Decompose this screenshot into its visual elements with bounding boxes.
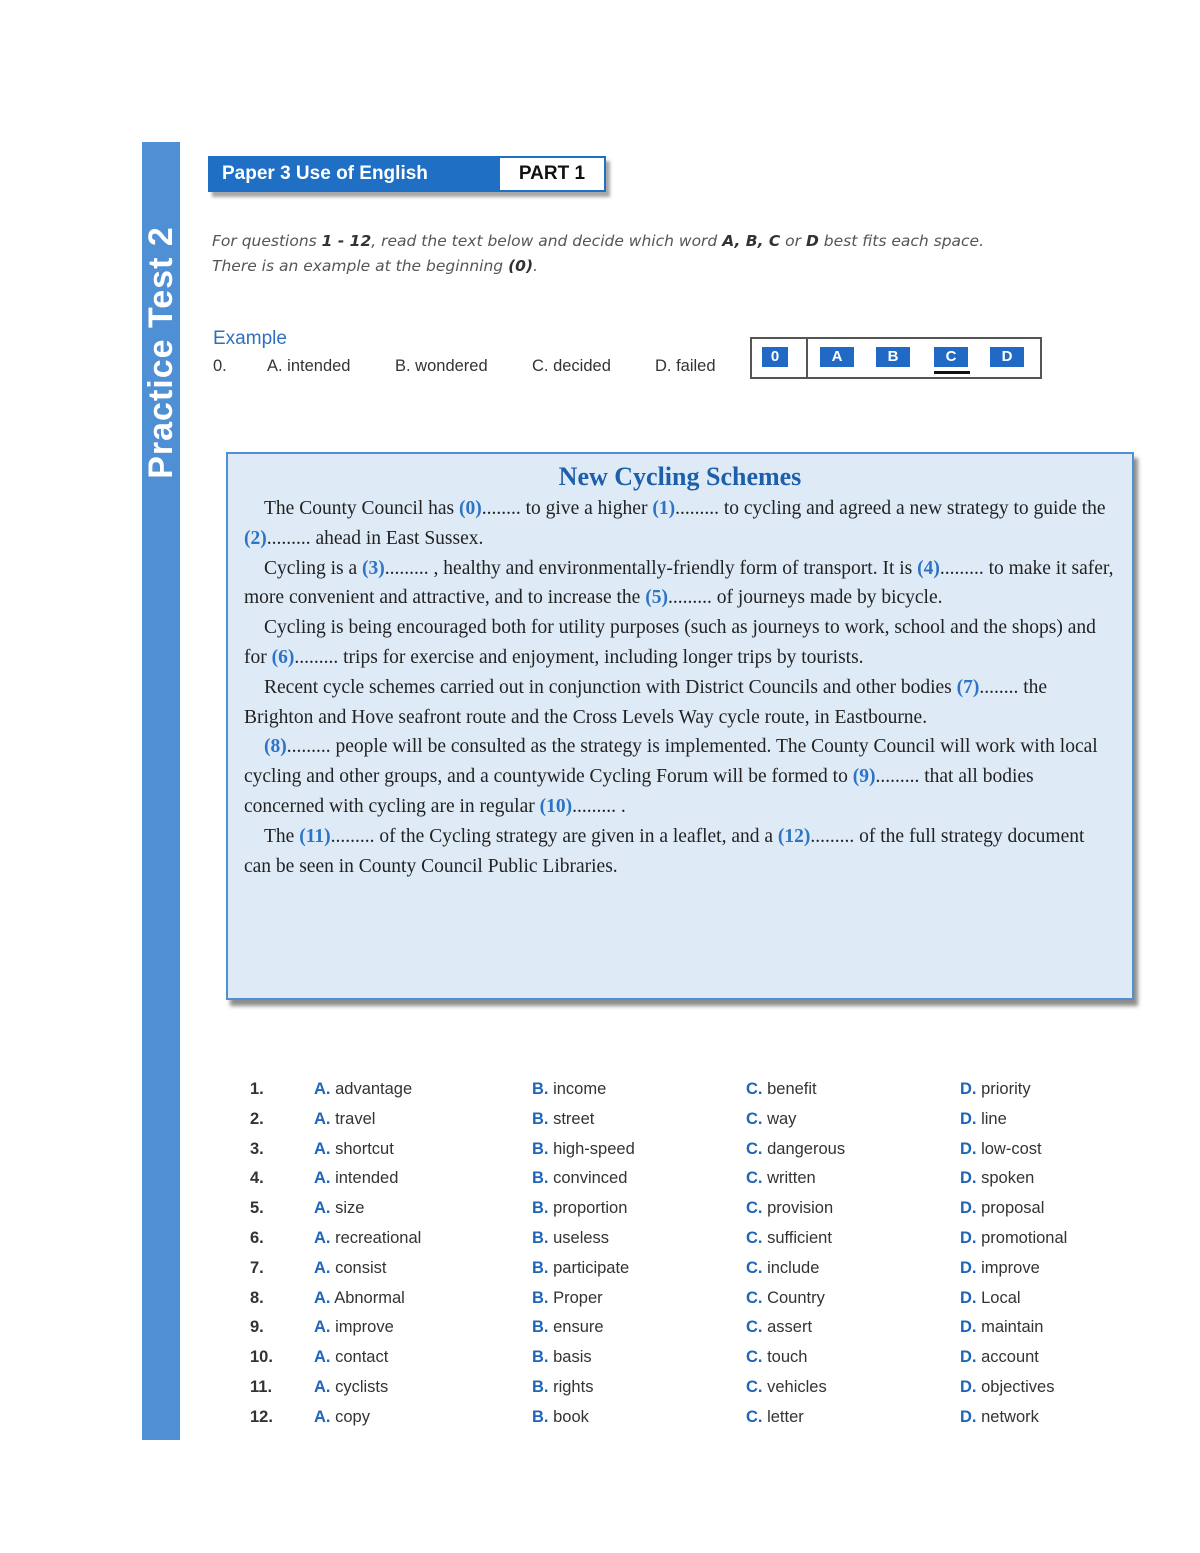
option-row <box>250 1140 1150 1170</box>
option-a: A. consist <box>314 1258 387 1277</box>
question-number: 5. <box>250 1199 264 1218</box>
option-a: A. shortcut <box>314 1139 394 1158</box>
option-a: A. cyclists <box>314 1378 389 1396</box>
option-d: D. objectives <box>960 1378 1055 1396</box>
option-b: B. book <box>532 1407 589 1426</box>
section-header <box>208 156 606 192</box>
question-number: 7. <box>250 1258 264 1277</box>
option-d: D. network <box>960 1407 1039 1426</box>
paragraph-1: The County Council has (0)........ to give a higher (1)......... to cycling and agreed a new strategy to guide the (2)......... ahead in East Sussex. <box>244 498 1106 549</box>
option-b: B. high-speed <box>532 1139 635 1158</box>
option-row <box>250 1110 1150 1140</box>
option-d: D. Local <box>960 1288 1021 1307</box>
question-number: 6. <box>250 1229 264 1247</box>
question-number: 1. <box>250 1080 264 1098</box>
option-row <box>250 1169 1150 1199</box>
answer-cell-c: C <box>934 347 968 367</box>
example-option-c: C. decided <box>532 357 611 375</box>
option-b: B. income <box>532 1080 607 1098</box>
option-row <box>250 1289 1150 1319</box>
passage-body <box>244 494 1114 881</box>
answer-cell-d: D <box>990 347 1024 367</box>
part-label: PART 1 <box>498 156 606 192</box>
option-row <box>250 1408 1150 1438</box>
instructions: For questions 1 - 12, read the text below and decide which word A, B, C or D best fits each space. There is an example at the beginning (0). <box>212 232 985 275</box>
option-c: C. way <box>746 1109 797 1128</box>
option-row <box>250 1080 1150 1110</box>
answer-selected-mark <box>934 371 970 374</box>
option-d: D. improve <box>960 1258 1040 1277</box>
option-row <box>250 1378 1150 1408</box>
paper-title: Paper 3 Use of English <box>208 156 498 192</box>
option-d: D. spoken <box>960 1169 1035 1188</box>
question-number: 12. <box>250 1407 273 1426</box>
option-c: C. written <box>746 1169 816 1188</box>
option-c: C. include <box>746 1258 820 1277</box>
question-number: 10. <box>250 1348 273 1367</box>
option-b: B. useless <box>532 1229 610 1247</box>
option-d: D. maintain <box>960 1318 1044 1337</box>
option-c: C. benefit <box>746 1080 817 1098</box>
option-b: B. ensure <box>532 1318 604 1337</box>
option-b: B. proportion <box>532 1199 628 1218</box>
paragraph-3: Cycling is being encouraged both for utility purposes (such as journeys to work, school and the shops) and for (6)......... trips for exercise and enjoyment, including longer trips by tourists. <box>244 617 1096 668</box>
option-d: D. low-cost <box>960 1139 1042 1158</box>
option-c: C. provision <box>746 1199 834 1218</box>
question-number: 8. <box>250 1288 264 1307</box>
option-a: A. copy <box>314 1407 370 1426</box>
option-b: B. participate <box>532 1258 630 1277</box>
option-a: A. size <box>314 1199 365 1218</box>
option-row <box>250 1229 1150 1259</box>
option-c: C. dangerous <box>746 1139 846 1158</box>
paragraph-4: Recent cycle schemes carried out in conjunction with District Councils and other bodies (7)........ the Brighton and Hove seafront route and the Cross Levels Way cycle route, in Eastbourne. <box>244 676 1048 728</box>
question-number: 2. <box>250 1109 264 1128</box>
question-number: 3. <box>250 1139 264 1158</box>
example-answer-sheet <box>750 337 1042 379</box>
answer-cell-b: B <box>876 347 910 367</box>
paragraph-2: Cycling is a (3)......... , healthy and environmentally-friendly form of transport. It is (4)......... to make it safer, more convenient and attractive, and to increase the (5)......... of journeys made by bicycle. <box>244 557 1114 609</box>
option-d: D. account <box>960 1348 1039 1367</box>
example-number: 0. <box>213 357 227 375</box>
option-c: C. Country <box>746 1288 825 1307</box>
option-a: A. recreational <box>314 1229 422 1247</box>
option-b: B. convinced <box>532 1169 628 1188</box>
option-c: C. sufficient <box>746 1229 832 1247</box>
question-number: 4. <box>250 1169 264 1188</box>
option-a: A. contact <box>314 1348 389 1367</box>
example-option-a: A. intended <box>267 357 351 375</box>
option-a: A. intended <box>314 1169 399 1188</box>
paragraph-6: The (11)......... of the Cycling strategy are given in a leaflet, and a (12)......... of the full strategy document can be seen in County Council Public Libraries. <box>244 825 1085 877</box>
option-d: D. priority <box>960 1080 1031 1098</box>
question-number: 9. <box>250 1318 264 1337</box>
option-a: A. advantage <box>314 1080 413 1098</box>
paragraph-5: (8)......... people will be consulted as the strategy is implemented. The County Council will work with local cycling and other groups, and a countywide Cycling Forum will be formed to (9)......... that all bodies concerned with cycling are in regular (10)......... . <box>244 736 1098 817</box>
passage-title: New Cycling Schemes <box>558 462 802 491</box>
option-c: C. vehicles <box>746 1378 827 1396</box>
option-a: A. travel <box>314 1109 376 1128</box>
side-label <box>142 142 180 562</box>
option-c: C. touch <box>746 1348 808 1367</box>
answer-number: 0 <box>762 347 788 367</box>
option-row <box>250 1199 1150 1229</box>
option-row <box>250 1318 1150 1348</box>
option-c: C. letter <box>746 1407 804 1426</box>
option-b: B. basis <box>532 1348 592 1367</box>
answer-cell-a: A <box>820 347 854 367</box>
option-b: B. rights <box>532 1378 594 1396</box>
option-a: A. improve <box>314 1318 394 1337</box>
answer-divider <box>806 339 808 377</box>
option-d: D. promotional <box>960 1229 1068 1247</box>
example-option-b: B. wondered <box>395 357 488 375</box>
option-d: D. proposal <box>960 1199 1045 1218</box>
side-label-text: Practice Test 2 <box>141 225 180 479</box>
question-number: 11. <box>250 1378 273 1396</box>
example-title: Example <box>213 328 287 349</box>
option-a: A. Abnormal <box>314 1288 405 1307</box>
option-row <box>250 1348 1150 1378</box>
option-c: C. assert <box>746 1318 813 1337</box>
example-option-d: D. failed <box>655 357 716 375</box>
passage-box <box>226 452 1134 1000</box>
option-row <box>250 1259 1150 1289</box>
option-b: B. street <box>532 1109 595 1128</box>
option-b: B. Proper <box>532 1288 603 1307</box>
option-d: D. line <box>960 1109 1007 1128</box>
